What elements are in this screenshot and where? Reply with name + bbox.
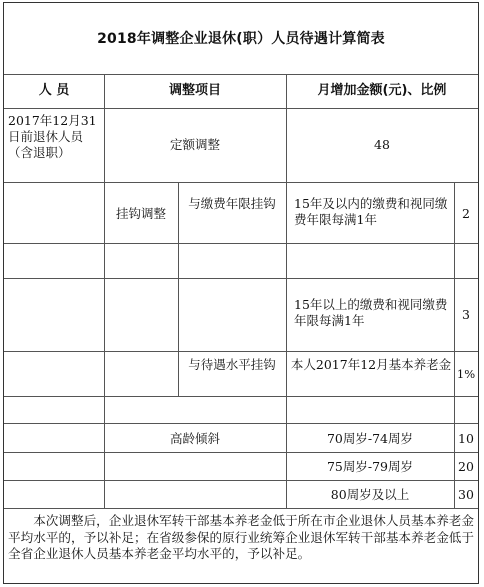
contribution-tier-2-desc: 15年以上的缴费和视同缴费年限每满1年 [294, 297, 448, 328]
header-amount: 月增加金额(元)、比例 [317, 83, 447, 98]
header-item: 调整项目 [168, 83, 221, 98]
senior-tilt-label: 高龄倾斜 [169, 431, 220, 446]
rule-f [4, 452, 478, 453]
fixed-adjustment-amount: 48 [374, 137, 390, 152]
pension-link-label: 与待遇水平挂钩 [188, 357, 276, 372]
contribution-tier-1-value: 2 [462, 206, 470, 221]
senior-tier-1-value: 10 [458, 431, 474, 446]
rule-c [4, 351, 478, 352]
rule-b [4, 278, 478, 279]
pension-link-desc: 本人2017年12月基本养老金 [290, 357, 452, 372]
header-personnel: 人 员 [38, 83, 70, 98]
senior-tier-3-value: 30 [458, 487, 474, 502]
rule-e [4, 423, 478, 424]
pension-link-value: 1% [456, 367, 476, 381]
rule-above-note [4, 508, 478, 509]
fixed-adjustment-label: 定额调整 [169, 137, 220, 152]
rule-d [4, 396, 478, 397]
rule-below-fixed [4, 182, 478, 183]
contribution-tier-1-desc: 15年及以内的缴费和视同缴费年限每满1年 [294, 196, 448, 227]
col-line-sub [178, 182, 179, 396]
table-title: 2018年调整企业退休(职）人员待遇计算简表 [97, 31, 385, 47]
senior-tier-3-age: 80周岁及以上 [330, 487, 410, 502]
rule-g [4, 480, 478, 481]
senior-tier-2-value: 20 [458, 459, 474, 474]
senior-tier-1-age: 70周岁-74周岁 [326, 431, 414, 446]
rule-below-title [4, 74, 478, 75]
rule-below-header [4, 108, 478, 109]
table-note: 本次调整后，企业退休军转干部基本养老金低于所在市企业退休人员基本养老金平均水平的，予以补足；在省级参保的原行业统筹企业退休军转干部基本养老金低于全省企业退休人员基本养老金平均水平的，予以补足。 [8, 513, 474, 562]
contribution-tier-2-value: 3 [462, 307, 470, 322]
senior-tier-2-age: 75周岁-79周岁 [326, 459, 414, 474]
contribution-link-label: 与缴费年限挂钩 [188, 196, 276, 211]
rule-a [4, 243, 478, 244]
personnel-scope: 2017年12月31日前退休人员（含退职） [8, 113, 97, 160]
pension-adjustment-table [3, 2, 479, 584]
linked-adjustment-label: 挂钩调整 [115, 206, 166, 221]
